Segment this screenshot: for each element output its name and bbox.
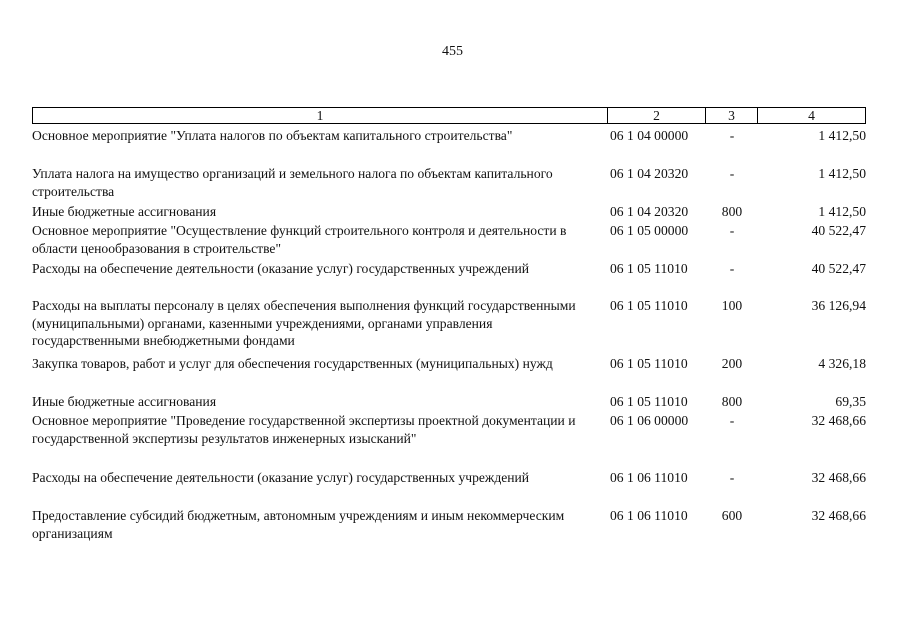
row-sum: 1 412,50 bbox=[818, 128, 866, 143]
row-code: 06 1 05 11010 bbox=[610, 356, 688, 371]
table-header bbox=[32, 107, 866, 124]
row-name: Расходы на обеспечение деятельности (оказание услуг) государственных учреждений bbox=[32, 470, 530, 485]
row-type: 100 bbox=[721, 298, 743, 313]
row-code: 06 1 06 11010 bbox=[610, 508, 688, 523]
row-name: Уплата налога на имущество организаций и земельного налога по объектам капитального строительства bbox=[32, 166, 553, 199]
row-code: 06 1 05 11010 bbox=[610, 394, 688, 409]
row-sum: 1 412,50 bbox=[818, 204, 866, 219]
row-sum: 32 468,66 bbox=[811, 413, 866, 428]
page-number: 455 bbox=[442, 44, 463, 59]
row-sum: 40 522,47 bbox=[811, 261, 866, 276]
row-name: Иные бюджетные ассигнования bbox=[32, 394, 217, 409]
row-code: 06 1 06 00000 bbox=[610, 413, 689, 428]
row-name: Закупка товаров, работ и услуг для обеспечения государственных (муниципальных) нужд bbox=[32, 356, 553, 371]
header-col-1: 1 bbox=[33, 108, 608, 123]
row-sum: 32 468,66 bbox=[811, 470, 866, 485]
row-type: - bbox=[729, 261, 735, 276]
row-type: 200 bbox=[721, 356, 743, 371]
row-name: Основное мероприятие "Осуществление функций строительного контроля и деятельности в области ценообразования в строительстве" bbox=[32, 223, 567, 256]
row-code: 06 1 04 20320 bbox=[610, 204, 689, 219]
row-type: - bbox=[729, 223, 735, 238]
row-type: - bbox=[729, 166, 735, 181]
row-code: 06 1 04 00000 bbox=[610, 128, 689, 143]
header-col-2: 2 bbox=[608, 108, 706, 123]
row-name: Основное мероприятие "Проведение государственной экспертизы проектной документации и государственной экспертизы результатов инженерных изысканий" bbox=[32, 413, 576, 446]
row-type: 800 bbox=[721, 394, 743, 409]
row-code: 06 1 05 00000 bbox=[610, 223, 689, 238]
row-sum: 36 126,94 bbox=[811, 298, 866, 313]
row-type: 600 bbox=[721, 508, 743, 523]
row-type: - bbox=[729, 413, 735, 428]
row-name: Предоставление субсидий бюджетным, автономным учреждениям и иным некоммерческим организациям bbox=[32, 508, 565, 541]
row-sum: 32 468,66 bbox=[811, 508, 866, 523]
row-sum: 69,35 bbox=[835, 394, 866, 409]
row-code: 06 1 05 11010 bbox=[610, 261, 688, 276]
row-sum: 1 412,50 bbox=[818, 166, 866, 181]
row-type: - bbox=[729, 128, 735, 143]
row-type: - bbox=[729, 470, 735, 485]
row-name: Основное мероприятие "Уплата налогов по объектам капитального строительства" bbox=[32, 128, 513, 143]
header-col-4: 4 bbox=[808, 108, 815, 123]
row-code: 06 1 05 11010 bbox=[610, 298, 688, 313]
row-code: 06 1 06 11010 bbox=[610, 470, 688, 485]
header-col-3: 3 bbox=[706, 108, 758, 123]
row-name: Иные бюджетные ассигнования bbox=[32, 204, 217, 219]
row-name: Расходы на обеспечение деятельности (оказание услуг) государственных учреждений bbox=[32, 261, 530, 276]
row-sum: 40 522,47 bbox=[811, 223, 866, 238]
row-type: 800 bbox=[721, 204, 743, 219]
row-code: 06 1 04 20320 bbox=[610, 166, 689, 181]
row-name: Расходы на выплаты персоналу в целях обеспечения выполнения функций государственными (муниципальными) органами, казенными учреждениями, органами управления государственными внебюджетными фондами bbox=[32, 298, 576, 348]
row-sum: 4 326,18 bbox=[818, 356, 866, 371]
